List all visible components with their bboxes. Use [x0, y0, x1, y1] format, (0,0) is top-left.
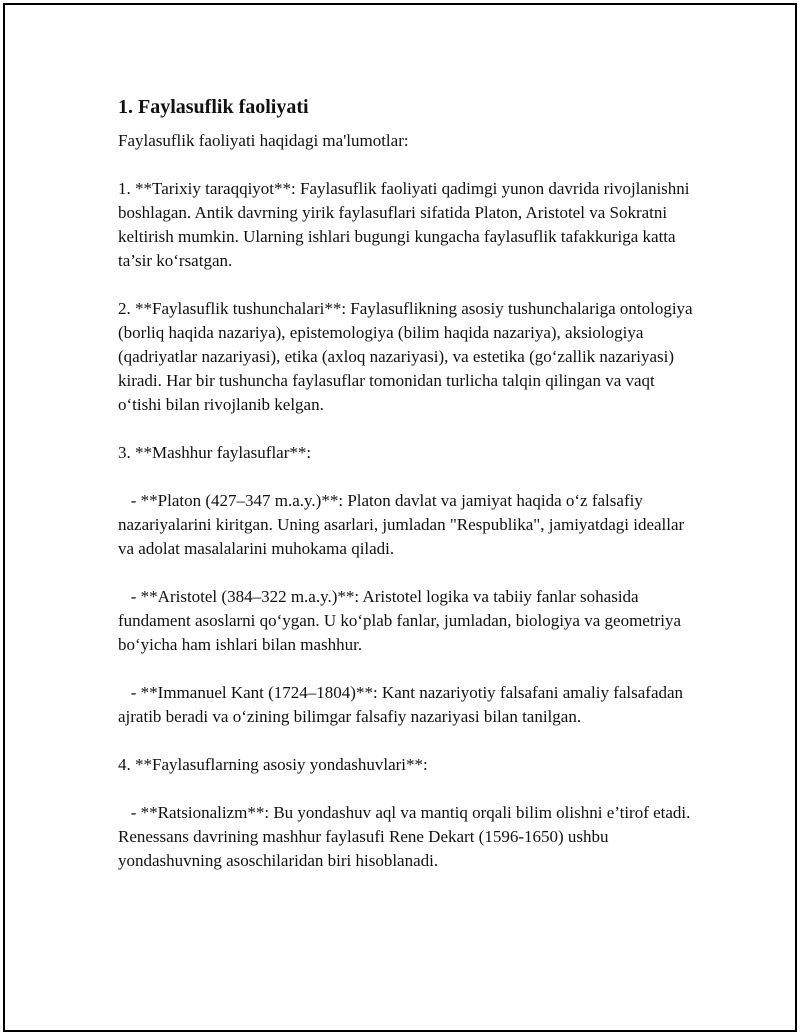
- document-body: [118, 93, 698, 897]
- document-heading: 1. Faylasuflik faoliyati: [118, 96, 309, 118]
- intro-text: Faylasuflik faoliyati haqidagi ma'lumotlar:: [118, 131, 409, 150]
- paragraph-approaches: 4. **Faylasuflarning asosiy yondashuvlari**:: [118, 755, 428, 774]
- paragraph-aristotel: - **Aristotel (384–322 m.a.y.)**: Aristotel logika va tabiiy fanlar sohasida fundament asoslarni qo‘ygan. U ko‘plab fanlar, jumladan, biologiya va geometriya bo‘yicha ham ishlari bilan mashhur.: [118, 587, 686, 654]
- paragraph-concepts: 2. **Faylasuflik tushunchalari**: Faylasuflikning asosiy tushunchalariga ontologiya (borliq haqida nazariya), epistemologiya (bilim haqida nazariya), aksiologiya (qadriyatlar nazariyasi), etika (axloq nazariyasi), va estetika (go‘zallik nazariyasi) kiradi. Har bir tushuncha faylasuflar tomonidan turlicha talqin qilingan va vaqt o‘tishi bilan rivojlanib kelgan.: [118, 299, 697, 414]
- paragraph-rationalism: - **Ratsionalizm**: Bu yondashuv aql va mantiq orqali bilim olishni e’tirof etadi. Renessans davrining mashhur faylasufi Rene Dekart (1596-1650) ushbu yondashuvning asoschilaridan biri hisoblanadi.: [118, 803, 695, 870]
- paragraph-platon: - **Platon (427–347 m.a.y.)**: Platon davlat va jamiyat haqida o‘z falsafiy nazariyalarini kiritgan. Uning asarlari, jumladan "Respublika", jamiyatdagi ideallar va adolat masalalarini muhokama qiladi.: [118, 491, 689, 558]
- paragraph-famous-philosophers: 3. **Mashhur faylasuflar**:: [118, 443, 312, 462]
- paragraph-kant: - **Immanuel Kant (1724–1804)**: Kant nazariyotiy falsafani amaliy falsafadan ajratib beradi va o‘zining bilimgar falsafiy nazariyasi bilan tanilgan.: [118, 683, 688, 726]
- paragraph-history: 1. **Tarixiy taraqqiyot**: Faylasuflik faoliyati qadimgi yunon davrida rivojlanishni boshlagan. Antik davrning yirik faylasuflari sifatida Platon, Aristotel va Sokratni keltirish mumkin. Ularning ishlari bugungi kungacha faylasuflik tafakkuriga katta ta’sir ko‘rsatgan.: [118, 179, 694, 270]
